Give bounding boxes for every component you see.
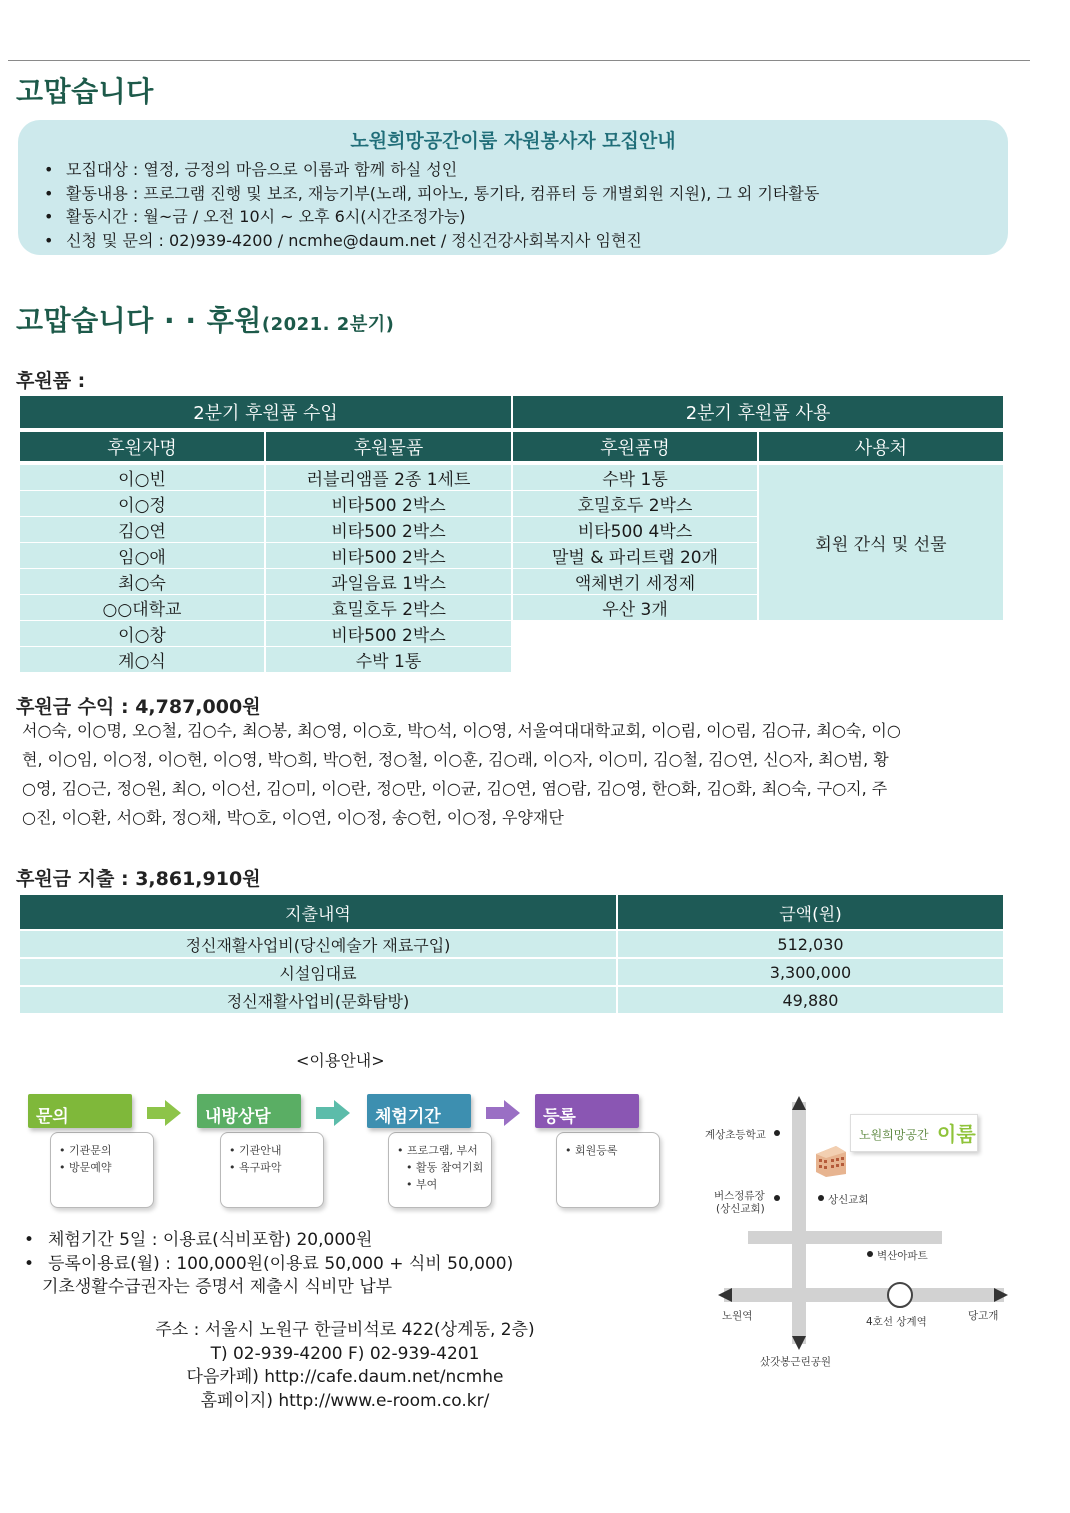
step-detail-inquiry (50, 1132, 154, 1208)
item-cell: 러블리앰플 2종 1세트 (266, 465, 513, 491)
expense-amount: 3,300,000 (618, 959, 1005, 987)
step-detail-item: • 회원등록 (565, 1142, 653, 1159)
fee-note: 기초생활수급권자는 증명서 제출시 식비만 납부 (42, 1277, 393, 1297)
donor-list (22, 716, 1007, 832)
step-inquiry: 문의 (28, 1094, 132, 1128)
map-label-church: 상신교회 (828, 1194, 869, 1206)
map-label-park: 샀갓봉근린공원 (760, 1356, 832, 1368)
donor-cell: 임○애 (20, 543, 266, 569)
step-detail-item: • 활동 참여기회 (397, 1159, 485, 1176)
heading-sponsorship-period: (2021. 2분기) (261, 314, 395, 335)
used-item-cell: 호밀호두 2박스 (513, 491, 759, 517)
donor-cell: 이○빈 (20, 465, 266, 491)
item-cell: 비타500 2박스 (266, 621, 513, 647)
item-cell: 수박 1통 (266, 647, 513, 673)
item-cell: 비타500 2박스 (266, 491, 513, 517)
expense-amount: 49,880 (618, 987, 1005, 1015)
col-place: 사용처 (759, 432, 1005, 465)
step-detail-register (556, 1132, 660, 1208)
address-line: 주소 : 서울시 노원구 한글비석로 422(상계동, 2층) (155, 1320, 535, 1340)
volunteer-title: 노원희망공간이룸 자원봉사자 모집안내 (350, 130, 676, 152)
heading-thanks: 고맙습니다 (16, 75, 154, 108)
table-row (20, 931, 1005, 959)
map-label-bus-sub: (상신교회) (716, 1203, 765, 1215)
arrow-right-icon (314, 1098, 354, 1128)
col-item: 후원물품 (266, 432, 513, 465)
col-donor: 후원자명 (20, 432, 266, 465)
volunteer-box (18, 120, 1008, 255)
fee-info (28, 1229, 513, 1300)
empty-cell (513, 647, 1005, 673)
map-label-bus: 버스정류장 (714, 1190, 765, 1202)
donor-cell: 김○연 (20, 517, 266, 543)
heading-sponsorship (16, 299, 394, 339)
table-row (20, 465, 1005, 491)
income-label: 후원금 수익 : 4,787,000원 (16, 696, 261, 718)
guide-title: <이용안내> (296, 1051, 385, 1070)
empty-cell (513, 621, 1005, 647)
expense-desc: 시설임대료 (20, 959, 618, 987)
table-row (20, 647, 1005, 673)
address-block (140, 1319, 550, 1413)
cafe-link[interactable]: 다음카페) http://cafe.daum.net/ncmhe (186, 1367, 504, 1387)
expense-desc: 정신재활사업비(문화탐방) (20, 987, 618, 1015)
map-label-nowon: 노원역 (722, 1310, 753, 1322)
building-icon (814, 1144, 848, 1178)
step-detail-item: • 기관문의 (59, 1142, 147, 1159)
goods-label: 후원품 : (16, 370, 86, 392)
arrow-right-icon (484, 1098, 524, 1128)
step-detail-trial (388, 1132, 492, 1208)
table-row (20, 621, 1005, 647)
volunteer-item: • 신청 및 문의 : 02)939-4200 / ncmhe@daum.net / 정신건강사회복지사 임현진 (66, 229, 819, 253)
used-item-cell: 우산 3개 (513, 595, 759, 621)
item-cell: 과일음료 1박스 (266, 569, 513, 595)
usage-place-cell: 회원 간식 및 선물 (759, 465, 1005, 621)
step-detail-item: • 욕구파악 (229, 1159, 317, 1176)
arrow-right-icon (145, 1098, 185, 1128)
step-register: 등록 (535, 1094, 639, 1128)
used-item-cell: 비타500 4박스 (513, 517, 759, 543)
brand-name: 노원희망공간 (859, 1128, 929, 1142)
step-detail-item: • 프로그램, 부서 (397, 1142, 485, 1159)
brand-logo (850, 1114, 978, 1152)
phone-line: T) 02-939-4200 F) 02-939-4201 (210, 1343, 480, 1364)
donor-line: ○진, 이○환, 서○화, 정○채, 박○호, 이○연, 이○정, 송○헌, 이○정, 우양재단 (22, 808, 564, 827)
col-used-item: 후원품명 (513, 432, 759, 465)
volunteer-item: • 활동시간 : 월~금 / 오전 10시 ~ 오후 6시(시간조정가능) (66, 205, 819, 229)
used-item-cell: 액체변기 세정제 (513, 569, 759, 595)
step-detail-consult (220, 1132, 324, 1208)
map-label-danggogae: 당고개 (968, 1310, 999, 1322)
fee-item: • 체험기간 5일 : 이용료(식비포함) 20,000원 (28, 1229, 513, 1253)
income-header: 2분기 후원품 수입 (20, 396, 513, 432)
donor-line: 서○숙, 이○명, 오○철, 김○수, 최○봉, 최○영, 이○호, 박○석, 이○영, 서울여대대학교회, 이○림, 이○림, 김○규, 최○숙, 이○ (22, 721, 901, 740)
volunteer-item: • 모집대상 : 열정, 긍정의 마음으로 이룸과 함께 하실 성인 (66, 158, 819, 182)
used-item-cell: 수박 1통 (513, 465, 759, 491)
goods-table (20, 396, 1005, 673)
expense-table (20, 895, 1005, 1015)
item-cell: 효밀호두 2박스 (266, 595, 513, 621)
map-label-apt: 벽산아파트 (877, 1250, 928, 1262)
step-detail-item: • 방문예약 (59, 1159, 147, 1176)
step-consult: 내방상담 (197, 1094, 301, 1128)
expense-amount: 512,030 (618, 931, 1005, 959)
heading-sponsorship-main: 고맙습니다 · · 후원 (16, 304, 262, 337)
usage-header: 2분기 후원품 사용 (513, 396, 1005, 432)
fee-item: • 등록이용료(월) : 100,000원(이용료 50,000 + 식비 50,000) (28, 1253, 513, 1277)
table-row (20, 959, 1005, 987)
brand-accent: 이룸 (937, 1122, 976, 1146)
step-detail-item: • 부여 (397, 1176, 485, 1193)
homepage-link[interactable]: 홈페이지) http://www.e-room.co.kr/ (200, 1390, 490, 1411)
location-map (700, 1092, 1020, 1382)
donor-cell: ○○대학교 (20, 595, 266, 621)
donor-cell: 계○식 (20, 647, 266, 673)
map-label-school: 계상초등학교 (705, 1129, 766, 1141)
step-detail-item: • 기관안내 (229, 1142, 317, 1159)
item-cell: 비타500 2박스 (266, 543, 513, 569)
used-item-cell: 말벌 & 파리트랩 20개 (513, 543, 759, 569)
donor-line: ○영, 김○근, 정○원, 최○, 이○선, 김○미, 이○란, 정○만, 이○균, 김○연, 염○람, 김○영, 한○화, 김○화, 최○숙, 구○지, 주 (22, 779, 888, 798)
expense-desc: 정신재활사업비(당신예술가 재료구입) (20, 931, 618, 959)
volunteer-item: • 활동내용 : 프로그램 진행 및 보조, 재능기부(노래, 피아노, 통기타, 컴퓨터 등 개별회원 지원), 그 외 기타활동 (66, 182, 819, 206)
donor-line: 현, 이○임, 이○정, 이○현, 이○영, 박○희, 박○헌, 정○철, 이○훈, 김○래, 이○자, 이○미, 김○철, 김○연, 신○자, 최○범, 황 (22, 750, 889, 769)
map-label-sanggye: 4호선 상계역 (866, 1316, 927, 1328)
donor-cell: 이○창 (20, 621, 266, 647)
top-divider (8, 60, 1030, 61)
expense-label: 후원금 지출 : 3,861,910원 (16, 868, 261, 890)
donor-cell: 이○정 (20, 491, 266, 517)
step-trial: 체험기간 (367, 1094, 471, 1128)
col-expense-amount: 금액(원) (618, 895, 1005, 931)
table-row (20, 987, 1005, 1015)
volunteer-list (66, 158, 819, 252)
donor-cell: 최○숙 (20, 569, 266, 595)
item-cell: 비타500 2박스 (266, 517, 513, 543)
col-expense-desc: 지출내역 (20, 895, 618, 931)
